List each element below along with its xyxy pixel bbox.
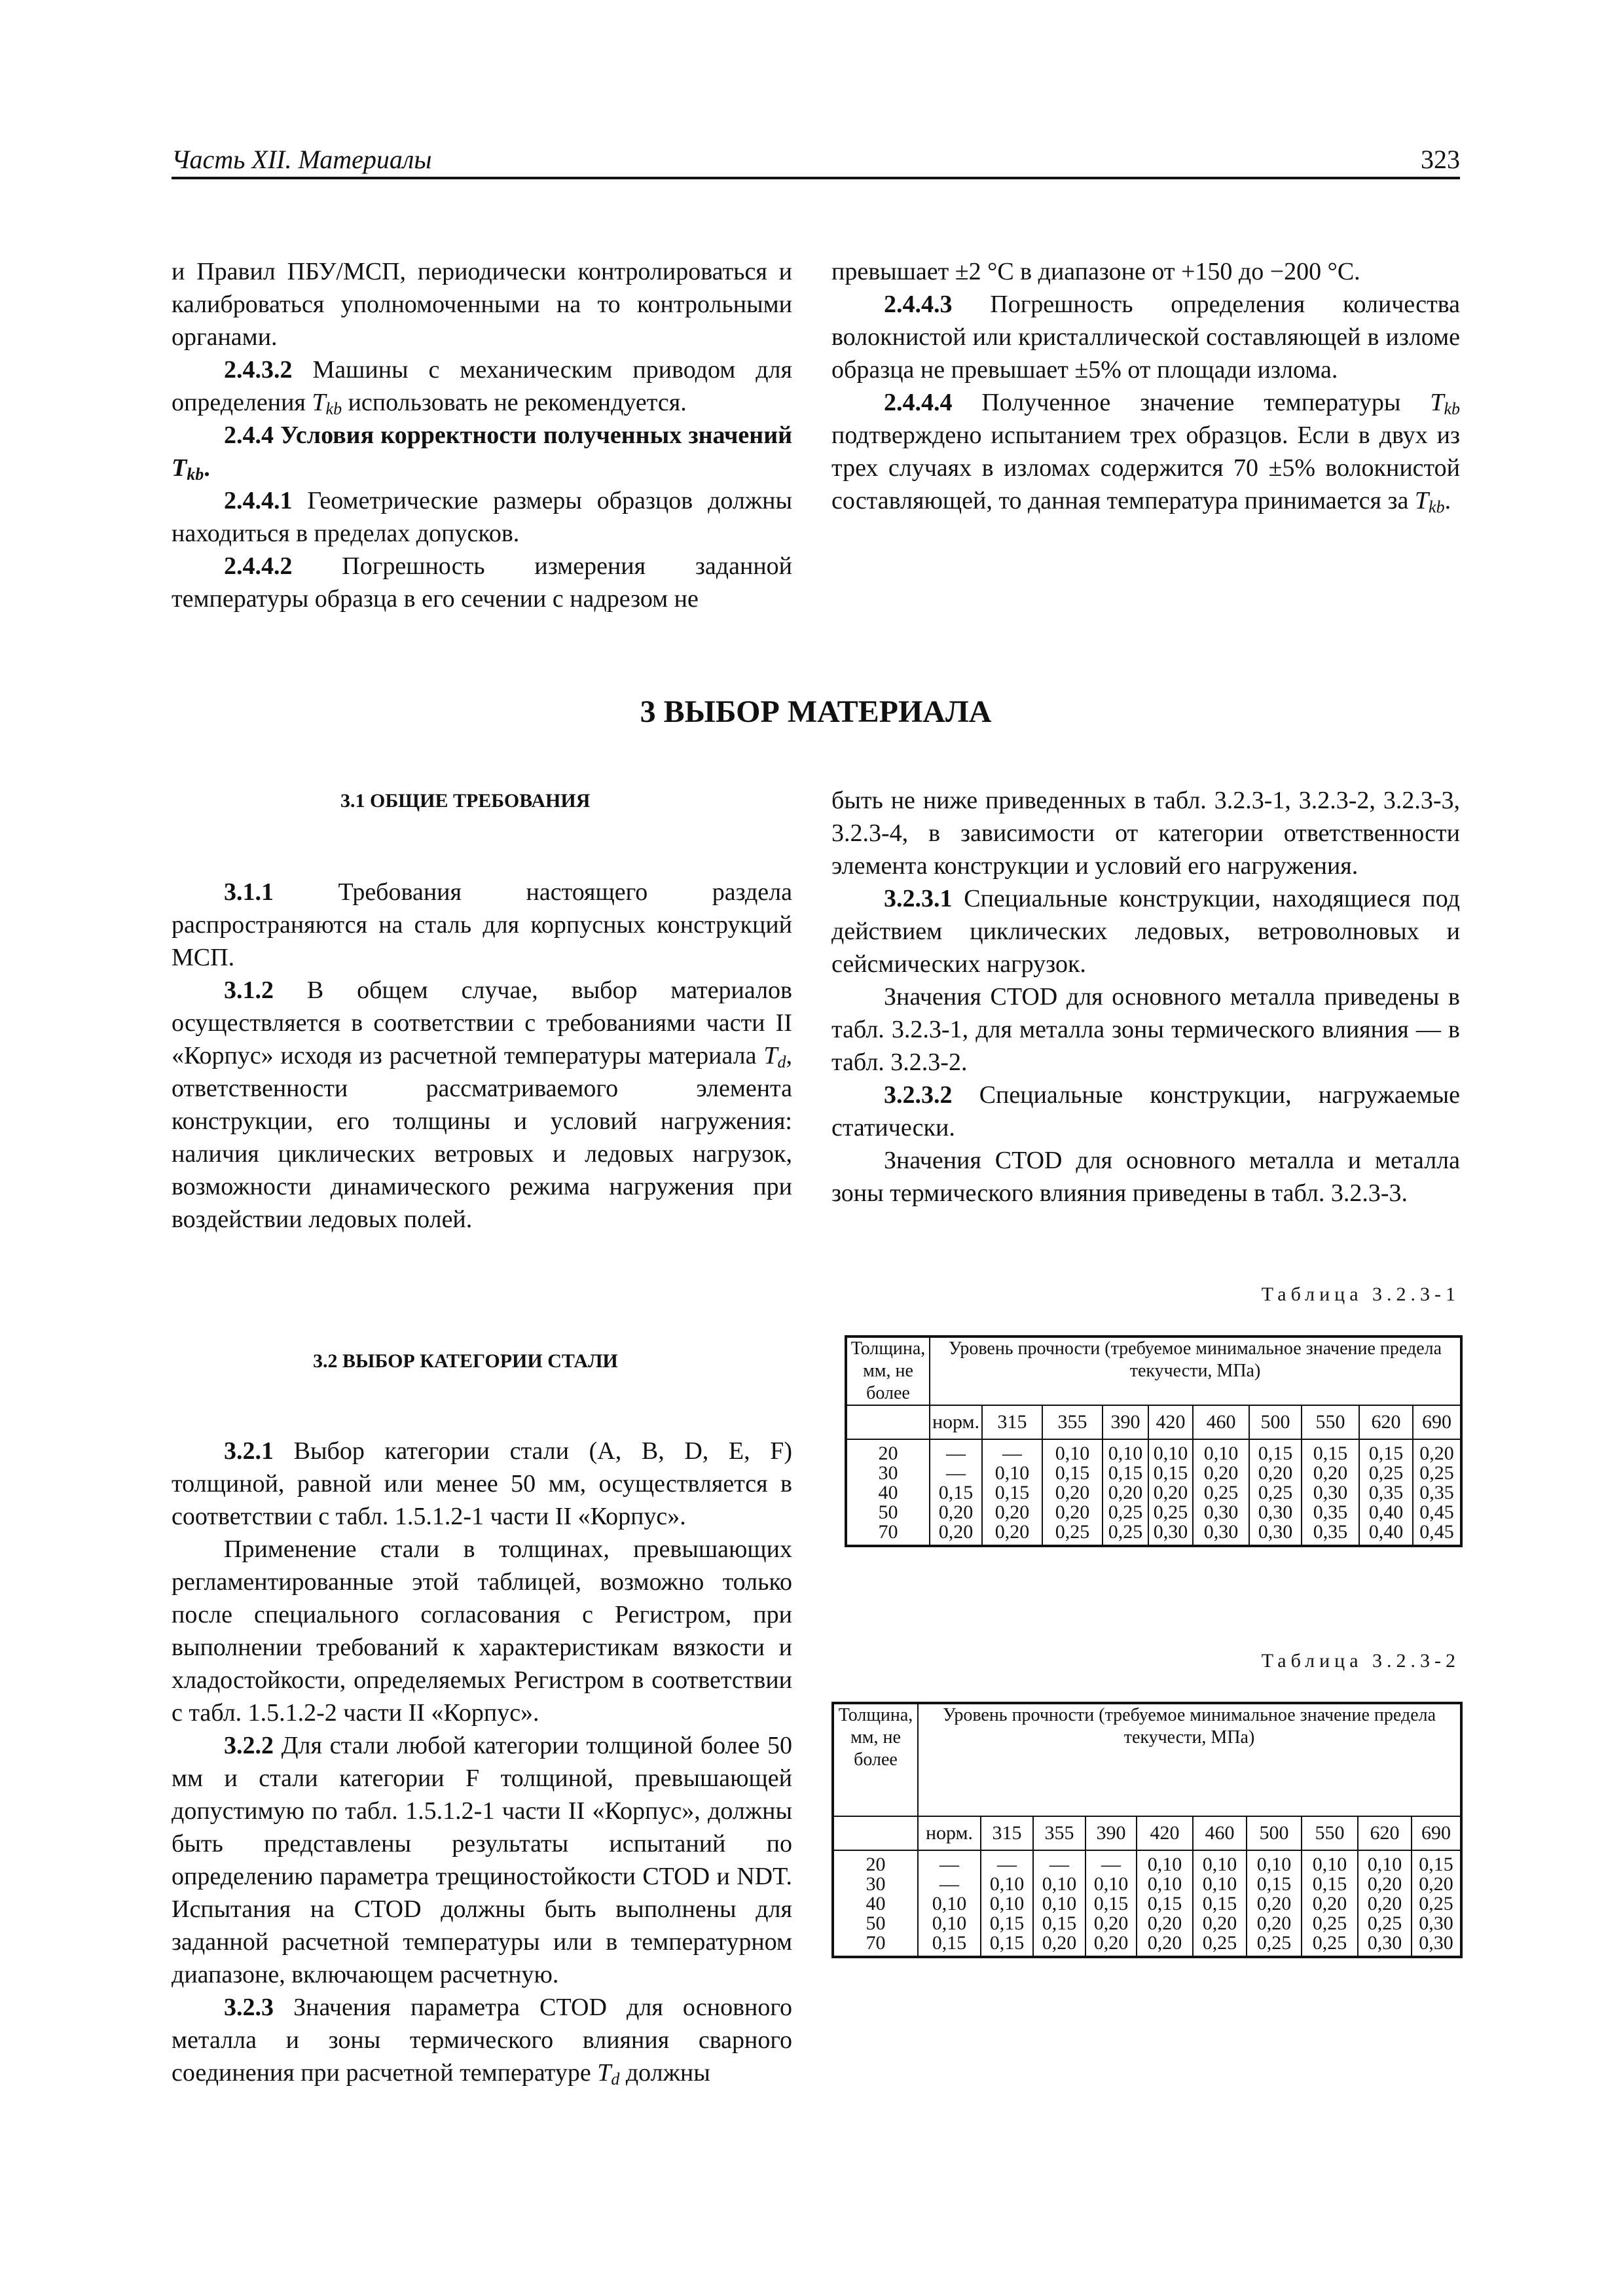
thickness-header: Толщина, мм, не более (846, 1336, 930, 1405)
clause-heading: 2.4.4 Условия корректности полученных значений $T_{kb}$. (172, 422, 792, 484)
value-column: 0,10 0,15 0,20 0,25 0,30 (1148, 1439, 1193, 1546)
paragraph: быть не ниже приведенных в табл. 3.2.3-1, 3.2.3-2, 3.2.3-3, 3.2.3-4, в зависимости от категории ответственности элемента конструкции и условий его нагружения. (831, 787, 1460, 880)
value-column: — — 0,15 0,20 0,20 (930, 1439, 982, 1546)
chapter-title: 3 ВЫБОР МАТЕРИАЛА (640, 694, 992, 729)
paragraph: Применение стали в толщинах, превышающих регламентированные этой таблицей, возможно только после специального согласования с Регистром, при выполнении требований к характеристикам вязкости и хладостойкости, определяемых Регистром в соответствии с табл. 1.5.1.2-2 части II «Корпус». (172, 1535, 792, 1727)
column-top-right (831, 255, 1460, 517)
level-header-cell: 460 (1193, 1816, 1247, 1850)
table-caption: Таблица 3.2.3-1 (1261, 1283, 1460, 1305)
value-column: 0,15 0,20 0,25 0,30 0,30 (1249, 1439, 1302, 1546)
value-column: — 0,10 0,15 0,20 0,20 (982, 1439, 1042, 1546)
level-header-cell: 690 (1413, 1405, 1461, 1439)
paragraph: 3.2.3.2 Специальные конструкции, нагружаемые статически. (831, 1081, 1460, 1141)
section-heading-3-2: 3.2 ВЫБОР КАТЕГОРИИ СТАЛИ (313, 1350, 618, 1372)
level-header-cell: 420 (1148, 1405, 1193, 1439)
level-header-cell: норм. (918, 1816, 981, 1850)
paragraph: 3.2.3 Значения параметра CTOD для основного металла и зоны термического влияния сварного соединения при расчетной температуре $T_d$ должны (172, 1994, 792, 2089)
paragraph: 3.2.1 Выбор категории стали (A, B, D, E, F) толщиной, равной или менее 50 мм, осуществляется в соответствии с табл. 1.5.1.2-1 части II «Корпус». (172, 1437, 792, 1530)
paragraph: Значения CTOD для основного металла приведены в табл. 3.2.3-1, для металла зоны термического влияния — в табл. 3.2.3-2. (831, 983, 1460, 1076)
level-header-cell: 315 (982, 1405, 1042, 1439)
value-column: 0,15 0,20 0,25 0,30 0,30 (1412, 1850, 1461, 1957)
value-column: — 0,10 0,10 0,15 0,15 (981, 1850, 1033, 1957)
level-header-cell: 620 (1358, 1816, 1412, 1850)
level-header-cell: 355 (1042, 1405, 1103, 1439)
strength-level-header: Уровень прочности (требуемое минимальное значение предела текучести, МПа) (918, 1703, 1461, 1816)
value-column: 0,10 0,20 0,20 0,25 0,30 (1358, 1850, 1412, 1957)
column-mid-right (831, 784, 1460, 1210)
paragraph: и Правил ПБУ/МСП, периодически контролироваться и калиброваться уполномоченными на то контрольными органами. (172, 258, 792, 351)
value-column: 0,10 0,15 0,20 0,25 0,25 (1302, 1850, 1358, 1957)
level-header-cell: 690 (1412, 1816, 1461, 1850)
paragraph: 2.4.4.3 Погрешность определения количества волокнистой или кристаллической составляющей в изломе образца не превышает ±5% от площади излома. (831, 291, 1460, 384)
level-header-cell: 315 (981, 1816, 1033, 1850)
value-column: — 0,10 0,10 0,15 0,20 (1033, 1850, 1085, 1957)
paragraph: превышает ±2 °C в диапазоне от +150 до −200 °C. (831, 258, 1360, 285)
level-header-cell: 500 (1249, 1405, 1302, 1439)
level-header-cell: 420 (1137, 1816, 1193, 1850)
value-column: — 0,10 0,15 0,20 0,20 (1085, 1850, 1137, 1957)
thickness-column: 20 30 40 50 70 (833, 1850, 918, 1957)
value-column: — — 0,10 0,10 0,15 (918, 1850, 981, 1957)
thickness-header: Толщина, мм, не более (833, 1703, 918, 1816)
level-header-cell: 355 (1033, 1816, 1085, 1850)
paragraph: Значения CTOD для основного металла и металла зоны термического влияния приведены в табл. 3.2.3-3. (831, 1147, 1460, 1207)
section-3-1-text (172, 876, 792, 1236)
section-3-2-text (172, 1435, 792, 2089)
ctod-table-haz (831, 1702, 1463, 1958)
paragraph: 3.2.2 Для стали любой категории толщиной более 50 мм и стали категории F толщиной, превышающей допустимую по табл. 1.5.1.2-1 части II «Корпус», должны быть представлены результаты испытаний по определению параметра трещиностойкости CTOD и NDT. Испытания на CTOD должны быть выполнены для заданной расчетной температуры или в температурном диапазоне, включающем расчетную. (172, 1732, 792, 1988)
table-cell (846, 1405, 930, 1439)
running-header (172, 143, 1460, 179)
ctod-table-base-metal (845, 1335, 1463, 1547)
paragraph: 2.4.4.1 Геометрические размеры образцов должны находиться в пределах допусков. (172, 487, 792, 547)
level-header-cell: 620 (1359, 1405, 1413, 1439)
table-caption: Таблица 3.2.3-2 (1261, 1650, 1460, 1672)
value-column: 0,10 0,15 0,20 0,20 0,25 (1247, 1850, 1302, 1957)
page-number: 323 (1421, 145, 1460, 174)
value-column: 0,10 0,10 0,15 0,20 0,25 (1193, 1850, 1247, 1957)
value-column: 0,20 0,25 0,35 0,45 0,45 (1413, 1439, 1461, 1546)
value-column: 0,10 0,15 0,20 0,20 0,25 (1042, 1439, 1103, 1546)
value-column: 0,10 0,10 0,15 0,20 0,20 (1137, 1850, 1193, 1957)
paragraph: 3.2.3.1 Специальные конструкции, находящиеся под действием циклических ледовых, ветроволновых и сейсмических нагрузок. (831, 885, 1460, 978)
paragraph: 2.4.4.2 Погрешность измерения заданной температуры образца в его сечении с надрезом не (172, 552, 792, 613)
level-header-cell: 500 (1247, 1816, 1302, 1850)
paragraph: 3.1.1 Требования настоящего раздела распространяются на сталь для корпусных конструкций МСП. (172, 878, 792, 971)
level-header-cell: 390 (1085, 1816, 1137, 1850)
value-column: 0,15 0,20 0,30 0,35 0,35 (1302, 1439, 1359, 1546)
value-column: 0,15 0,25 0,35 0,40 0,40 (1359, 1439, 1413, 1546)
level-header-cell: 550 (1302, 1816, 1358, 1850)
value-column: 0,10 0,20 0,25 0,30 0,30 (1193, 1439, 1249, 1546)
paragraph: 2.4.3.2 Машины с механическим приводом для определения $T_{kb}$ использовать не рекомендуется. (172, 356, 792, 418)
level-header-cell: 390 (1103, 1405, 1148, 1439)
level-header-cell: 550 (1302, 1405, 1359, 1439)
paragraph: 3.1.2 В общем случае, выбор материалов осуществляется в соответствии с требованиями части II «Корпус» исходя из расчетной температуры материала $T_d$, ответственности рассматриваемого элемента конструкции, его толщины и условий нагружения: наличия циклических ветровых и ледовых нагрузок, возможности динамического режима нагружения при воздействии ледовых полей. (172, 977, 792, 1233)
paragraph: 2.4.4.4 Полученное значение температуры $T_{kb}$ подтверждено испытанием трех образцов. Если в двух из трех случаях в изломах содержится 70 ±5% волокнистой составляющей, то данная температура принимается за $T_{kb}$. (831, 389, 1460, 516)
value-column: 0,10 0,15 0,20 0,25 0,25 (1103, 1439, 1148, 1546)
column-top-left (172, 255, 792, 615)
level-header-cell: 460 (1193, 1405, 1249, 1439)
part-title: Часть XII. Материалы (172, 145, 432, 174)
section-heading-3-1: 3.1 ОБЩИЕ ТРЕБОВАНИЯ (340, 790, 591, 812)
table-cell (833, 1816, 918, 1850)
thickness-column: 20 30 40 50 70 (846, 1439, 930, 1546)
strength-level-header: Уровень прочности (требуемое минимальное значение предела текучести, МПа) (930, 1336, 1461, 1405)
level-header-cell: норм. (930, 1405, 982, 1439)
